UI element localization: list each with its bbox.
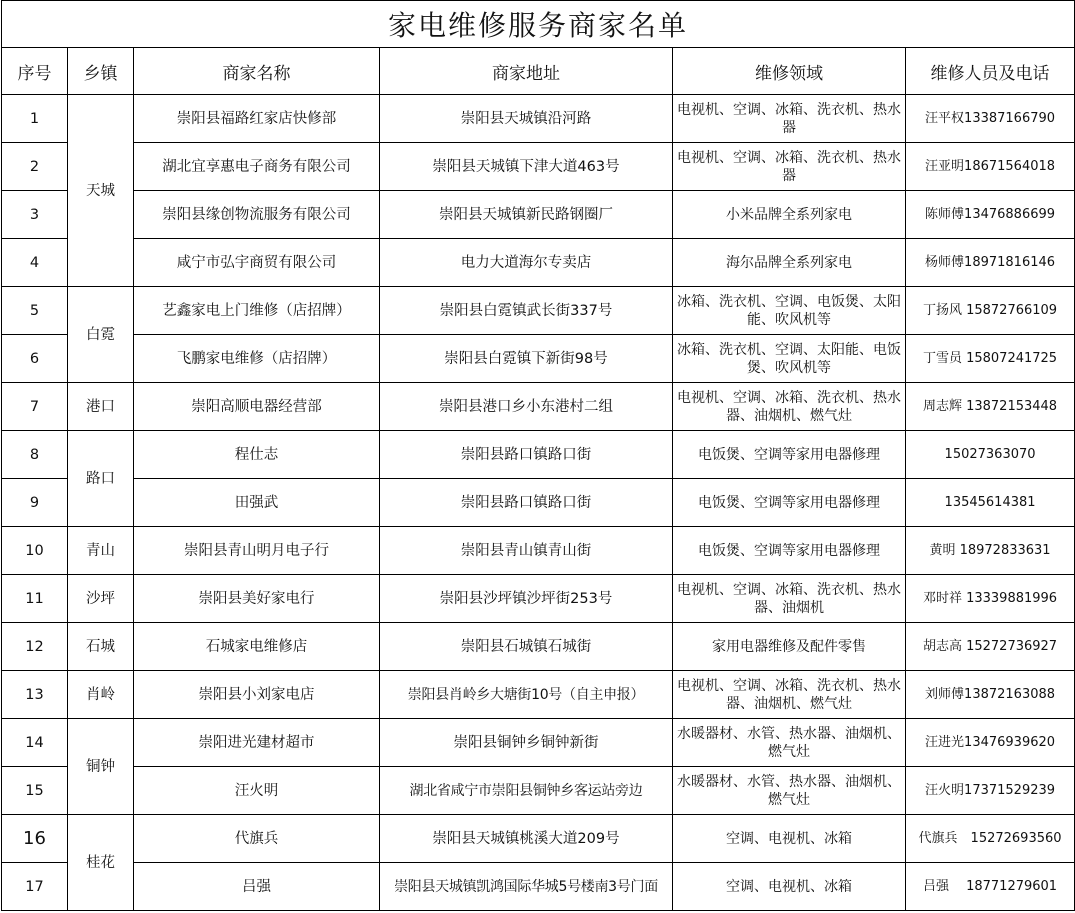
page-title: 家电维修服务商家名单 [2, 1, 1075, 48]
town-cell: 白霓 [68, 287, 134, 383]
merchant-name: 田强武 [134, 479, 380, 527]
merchant-address: 崇阳县港口乡小东港村二组 [380, 383, 673, 431]
table-row [2, 527, 1075, 575]
header-index: 序号 [2, 48, 68, 95]
row-index: 3 [2, 191, 68, 239]
table-row [2, 815, 1075, 863]
table-row [2, 287, 1075, 335]
merchant-name: 崇阳县福路红家店快修部 [134, 95, 380, 143]
header-address: 商家地址 [380, 48, 673, 95]
row-index: 10 [2, 527, 68, 575]
contact: 陈师傅13476886699 [906, 191, 1075, 239]
merchant-name: 石城家电维修店 [134, 623, 380, 671]
repair-scope: 冰箱、洗衣机、空调、电饭煲、太阳能、吹风机等 [673, 287, 906, 335]
table-row [2, 383, 1075, 431]
merchant-name: 艺鑫家电上门维修（店招牌） [134, 287, 380, 335]
repair-scope: 电视机、空调、冰箱、洗衣机、热水器 [673, 143, 906, 191]
merchant-name: 代旗兵 [134, 815, 380, 863]
table-row [2, 767, 1075, 815]
merchant-address: 电力大道海尔专卖店 [380, 239, 673, 287]
merchant-name: 崇阳进光建材超市 [134, 719, 380, 767]
contact: 邓时祥 13339881996 [906, 575, 1075, 623]
merchant-name: 崇阳县美好家电行 [134, 575, 380, 623]
header-row [2, 48, 1075, 95]
row-index: 2 [2, 143, 68, 191]
repair-scope: 小米品牌全系列家电 [673, 191, 906, 239]
repair-scope: 电视机、空调、冰箱、洗衣机、热水器 [673, 95, 906, 143]
merchant-name: 吕强 [134, 863, 380, 911]
repair-scope: 电饭煲、空调等家用电器修理 [673, 431, 906, 479]
merchant-address: 崇阳县天城镇下津大道463号 [380, 143, 673, 191]
header-town: 乡镇 [68, 48, 134, 95]
contact: 杨师傅18971816146 [906, 239, 1075, 287]
merchant-address: 崇阳县肖岭乡大塘街10号（自主申报） [380, 671, 673, 719]
merchant-address: 崇阳县沙坪镇沙坪街253号 [380, 575, 673, 623]
table-row [2, 95, 1075, 143]
merchant-name: 汪火明 [134, 767, 380, 815]
table-row [2, 671, 1075, 719]
contact: 汪平权13387166790 [906, 95, 1075, 143]
merchant-address: 崇阳县天城镇新民路钢圈厂 [380, 191, 673, 239]
table-row [2, 719, 1075, 767]
merchant-name: 咸宁市弘宇商贸有限公司 [134, 239, 380, 287]
merchant-address: 湖北省咸宁市崇阳县铜钟乡客运站旁边 [380, 767, 673, 815]
header-scope: 维修领域 [673, 48, 906, 95]
row-index: 7 [2, 383, 68, 431]
merchant-table [1, 0, 1075, 911]
table-row [2, 623, 1075, 671]
repair-scope: 电视机、空调、冰箱、洗衣机、热水器、油烟机 [673, 575, 906, 623]
row-index: 5 [2, 287, 68, 335]
merchant-address: 崇阳县路口镇路口街 [380, 479, 673, 527]
row-index: 11 [2, 575, 68, 623]
town-cell: 桂花 [68, 815, 134, 911]
repair-scope: 水暖器材、水管、热水器、油烟机、燃气灶 [673, 767, 906, 815]
table-row [2, 479, 1075, 527]
merchant-address: 崇阳县天城镇凯鸿国际华城5号楼南3号门面 [380, 863, 673, 911]
repair-scope: 海尔品牌全系列家电 [673, 239, 906, 287]
merchant-name: 崇阳县青山明月电子行 [134, 527, 380, 575]
contact: 刘师傅13872163088 [906, 671, 1075, 719]
repair-scope: 家用电器维修及配件零售 [673, 623, 906, 671]
repair-scope: 电视机、空调、冰箱、洗衣机、热水器、油烟机、燃气灶 [673, 383, 906, 431]
repair-scope: 电饭煲、空调等家用电器修理 [673, 479, 906, 527]
row-index: 4 [2, 239, 68, 287]
row-index: 9 [2, 479, 68, 527]
table-row [2, 191, 1075, 239]
contact: 汪火明17371529239 [906, 767, 1075, 815]
merchant-address: 崇阳县铜钟乡铜钟新街 [380, 719, 673, 767]
town-cell: 肖岭 [68, 671, 134, 719]
town-cell: 石城 [68, 623, 134, 671]
table-row [2, 863, 1075, 911]
table-row [2, 143, 1075, 191]
contact: 胡志高 15272736927 [906, 623, 1075, 671]
contact: 周志辉 13872153448 [906, 383, 1075, 431]
table-row [2, 431, 1075, 479]
town-cell: 青山 [68, 527, 134, 575]
merchant-address: 崇阳县路口镇路口街 [380, 431, 673, 479]
contact: 13545614381 [906, 479, 1075, 527]
merchant-address: 崇阳县天城镇桃溪大道209号 [380, 815, 673, 863]
table-row [2, 335, 1075, 383]
merchant-name: 湖北宜享惠电子商务有限公司 [134, 143, 380, 191]
merchant-address: 崇阳县白霓镇武长街337号 [380, 287, 673, 335]
table-row [2, 575, 1075, 623]
repair-scope: 电饭煲、空调等家用电器修理 [673, 527, 906, 575]
repair-scope: 电视机、空调、冰箱、洗衣机、热水器、油烟机、燃气灶 [673, 671, 906, 719]
contact: 吕强 18771279601 [906, 863, 1075, 911]
repair-scope: 冰箱、洗衣机、空调、太阳能、电饭煲、吹风机等 [673, 335, 906, 383]
repair-scope: 空调、电视机、冰箱 [673, 863, 906, 911]
merchant-name: 崇阳高顺电器经营部 [134, 383, 380, 431]
merchant-name: 程仕志 [134, 431, 380, 479]
row-index: 12 [2, 623, 68, 671]
repair-scope: 水暖器材、水管、热水器、油烟机、燃气灶 [673, 719, 906, 767]
row-index: 16 [2, 815, 68, 863]
table-row [2, 239, 1075, 287]
row-index: 17 [2, 863, 68, 911]
merchant-address: 崇阳县天城镇沿河路 [380, 95, 673, 143]
contact: 丁雪员 15807241725 [906, 335, 1075, 383]
row-index: 8 [2, 431, 68, 479]
repair-scope: 空调、电视机、冰箱 [673, 815, 906, 863]
contact: 黄明 18972833631 [906, 527, 1075, 575]
merchant-address: 崇阳县白霓镇下新街98号 [380, 335, 673, 383]
town-cell: 天城 [68, 95, 134, 287]
row-index: 1 [2, 95, 68, 143]
town-cell: 港口 [68, 383, 134, 431]
contact: 汪进光13476939620 [906, 719, 1075, 767]
header-name: 商家名称 [134, 48, 380, 95]
merchant-name: 崇阳县缘创物流服务有限公司 [134, 191, 380, 239]
town-cell: 铜钟 [68, 719, 134, 815]
contact: 15027363070 [906, 431, 1075, 479]
row-index: 13 [2, 671, 68, 719]
merchant-name: 崇阳县小刘家电店 [134, 671, 380, 719]
row-index: 14 [2, 719, 68, 767]
contact: 代旗兵 15272693560 [906, 815, 1075, 863]
town-cell: 路口 [68, 431, 134, 527]
contact: 汪亚明18671564018 [906, 143, 1075, 191]
merchant-name: 飞鹏家电维修（店招牌） [134, 335, 380, 383]
row-index: 6 [2, 335, 68, 383]
merchant-address: 崇阳县石城镇石城街 [380, 623, 673, 671]
town-cell: 沙坪 [68, 575, 134, 623]
header-contact: 维修人员及电话 [906, 48, 1075, 95]
merchant-address: 崇阳县青山镇青山街 [380, 527, 673, 575]
row-index: 15 [2, 767, 68, 815]
contact: 丁扬风 15872766109 [906, 287, 1075, 335]
